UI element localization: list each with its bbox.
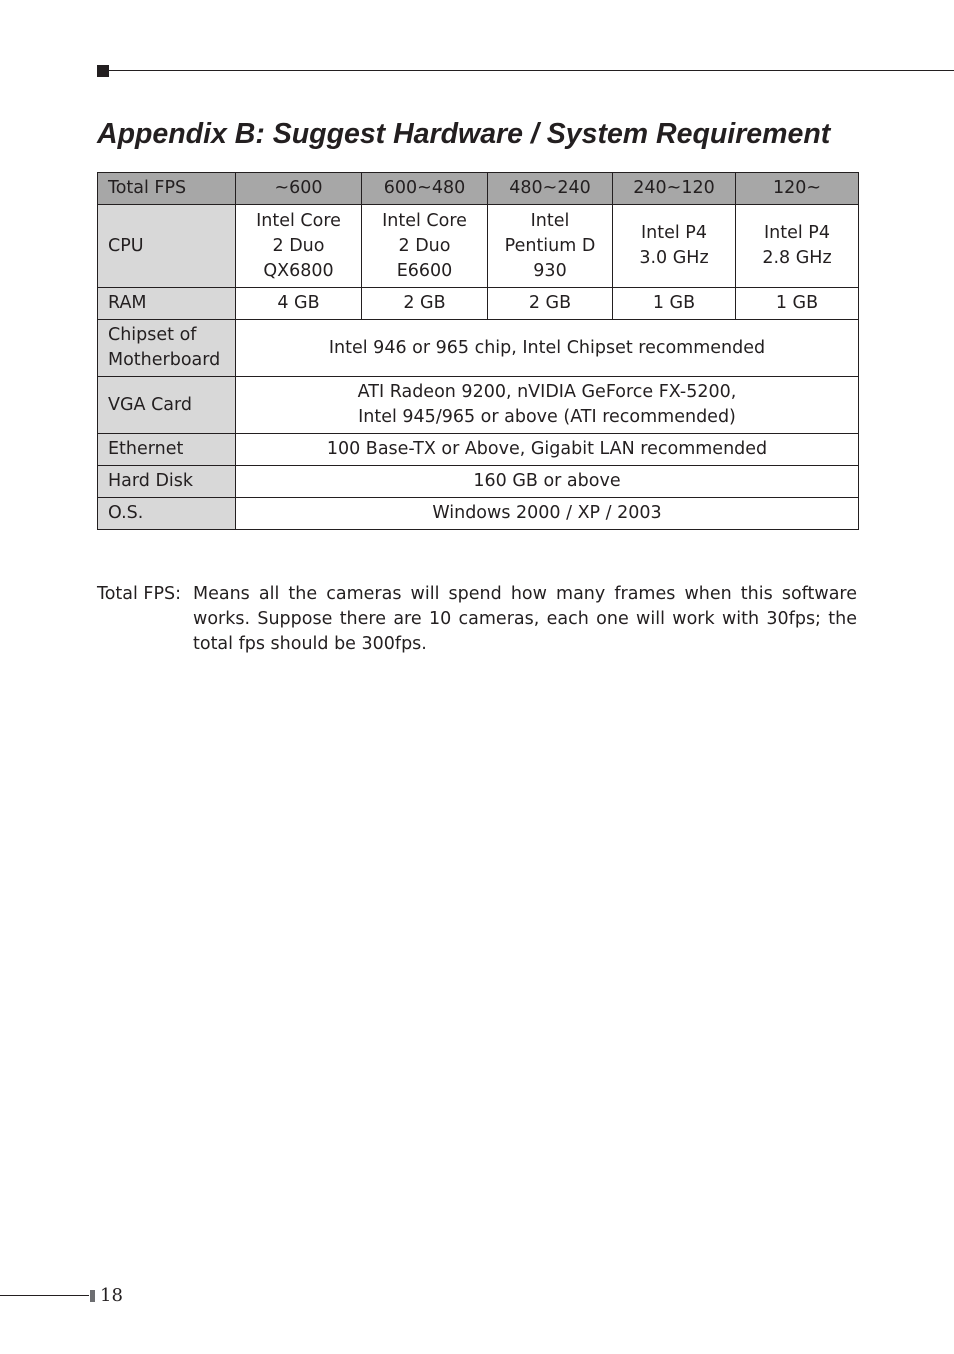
cpu-line: E6600 [396,260,453,281]
header-fps-cell: 600~480 [362,173,488,205]
header-fps-cell: 480~240 [488,173,613,205]
header-square-marker [97,65,109,77]
page-title: Appendix B: Suggest Hardware / System Requirement [97,118,831,150]
table-row-cpu [98,205,859,288]
cpu-line: Intel Core [256,210,341,231]
cpu-line: 2 Duo [272,235,325,256]
ram-cell: 1 GB [736,288,859,320]
table-row-ram [98,288,859,320]
vga-value-line: Intel 945/965 or above (ATI recommended) [358,407,736,427]
footer-tick-marker [90,1290,95,1302]
table-row-harddisk [98,466,859,498]
cpu-line: Pentium D [504,235,596,256]
cpu-line: Intel [530,210,570,231]
table-row-ethernet [98,434,859,466]
ram-cell: 2 GB [488,288,613,320]
cpu-line: 3.0 GHz [639,248,709,268]
row-label-ethernet: Ethernet [98,434,236,466]
cpu-line: Intel P4 [641,223,707,243]
row-label-cpu: CPU [98,205,236,288]
total-fps-note [97,582,857,657]
table-row-chipset [98,320,859,377]
vga-value-line: ATI Radeon 9200, nVIDIA GeForce FX-5200, [357,382,737,402]
vga-value-cell [236,377,859,434]
row-label-chipset [98,320,236,377]
cpu-cell [236,205,362,288]
harddisk-value-cell: 160 GB or above [236,466,859,498]
note-text: Means all the cameras will spend how many frames when this software works. Suppose there are 10 cameras, each one will work with 30fps; the total fps should be 300fps. [193,584,857,654]
row-label-ram: RAM [98,288,236,320]
cpu-line: 2.8 GHz [762,248,832,268]
header-fps-cell: 240~120 [613,173,736,205]
chipset-value-cell: Intel 946 or 965 chip, Intel Chipset recommended [236,320,859,377]
cpu-cell [488,205,613,288]
header-fps-cell: 120~ [736,173,859,205]
row-label-vga: VGA Card [98,377,236,434]
note-label: Total FPS: [97,584,182,604]
row-label-os: O.S. [98,498,236,530]
page-number: 18 [100,1285,123,1306]
footer-rule [0,1295,89,1296]
row-label-harddisk: Hard Disk [98,466,236,498]
ethernet-value-cell: 100 Base-TX or Above, Gigabit LAN recommended [236,434,859,466]
cpu-cell [736,205,859,288]
cpu-line: Intel P4 [764,223,830,243]
table-row-vga [98,377,859,434]
cpu-line: QX6800 [263,260,334,281]
cpu-line: Intel Core [382,210,467,231]
ram-cell: 1 GB [613,288,736,320]
os-value-cell: Windows 2000 / XP / 2003 [236,498,859,530]
cpu-cell [613,205,736,288]
ram-cell: 2 GB [362,288,488,320]
chipset-label-line: Chipset of [108,325,197,345]
header-label-cell: Total FPS [98,173,236,205]
cpu-line: 2 Duo [398,235,451,256]
header-rule [109,70,954,71]
header-fps-cell: ~600 [236,173,362,205]
chipset-label-line: Motherboard [108,350,221,370]
cpu-line: 930 [533,260,567,281]
requirements-table [97,172,859,530]
cpu-cell [362,205,488,288]
table-header-row [98,173,859,205]
table-row-os [98,498,859,530]
ram-cell: 4 GB [236,288,362,320]
